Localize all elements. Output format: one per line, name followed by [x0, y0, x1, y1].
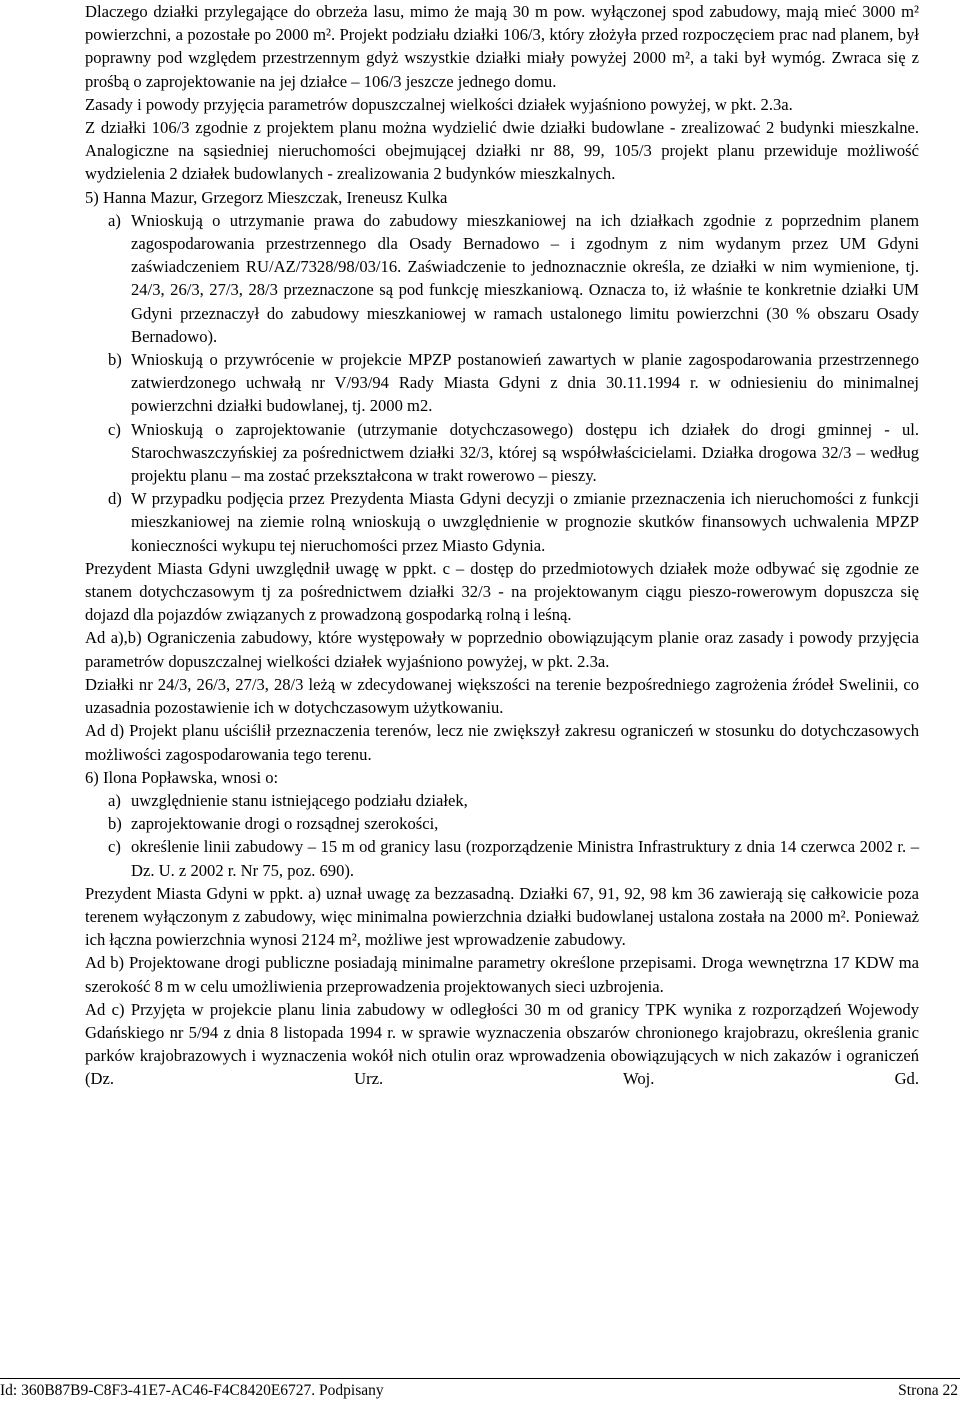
list-item-text: określenie linii zabudowy – 15 m od granicy lasu (rozporządzenie Ministra Infrastruktury z dnia 14 czerwca 2002 r. – Dz. U. z 2002 r. Nr 75, poz. 690). [131, 837, 919, 880]
list-item-label: c) [108, 419, 121, 439]
section-heading-6: 6) Ilona Popławska, wnosi o: [85, 767, 279, 787]
list-item [108, 487, 919, 557]
list-item [108, 835, 919, 881]
list-item-label: a) [108, 790, 121, 810]
response-paragraph: Prezydent Miasta Gdyni w ppkt. a) uznał uwagę za bezzasadną. Działki 67, 91, 92, 98 km 36 zawierają się całkowicie poza terenem wyłączonym z zabudowy, więc minimalna powierzchnia działki budowlanej ustalona została na 2000 m². Ponieważ ich łączna powierzchnia wynosi 2124 m², możliwe jest wprowadzenie zabudowy. [85, 883, 919, 950]
response-paragraph: Prezydent Miasta Gdyni uwzględnił uwagę w ppkt. c – dostęp do przedmiotowych działek może odbywać się zgodnie ze stanem dotychczasowym tj za pośrednictwem działki 32/3 - na projektowanym ciągu pieszo-rowerowym dopuszcza się dojazd dla pojazdów związanych z prowadzoną gospodarką rolną i leśną. [85, 558, 919, 625]
list-item-text: zaprojektowanie drogi o rozsądnej szerokości, [131, 814, 439, 834]
list-item [108, 418, 919, 488]
page-number: Strona 22 [898, 1382, 958, 1399]
paragraph-zasady-wielkosci: Zasady i powody przyjęcia parametrów dopuszczalnej wielkości działek wyjaśniono powyżej, w pkt. 2.3a. [85, 94, 793, 114]
list-item-label: d) [108, 489, 122, 509]
list-item-label: b) [108, 350, 122, 370]
list-item-text: W przypadku podjęcia przez Prezydenta Miasta Gdyni decyzji o zmianie przeznaczenia ich nieruchomości z funkcji mieszkaniowej na ziemie rolną wnioskują o uwzględnienie w prognozie skutków finansowych uchwalenia MPZP konieczności wykupu tej nieruchomości przez Miasto Gdynia. [131, 489, 919, 555]
paragraph-dzialka-106-3: Dlaczego działki przylegające do obrzeża lasu, mimo że mają 30 m pow. wyłączonej spod zabudowy, mają mieć 3000 m² powierzchni, a pozostałe po 2000 m². Projekt podziału działki 106/3, który złożyła przed rozpoczęciem prac nad planem, był poprawny pod względem przestrzennym gdyż wszystkie działki miały powyżej 2000 m², a taki był wymóg. Zwraca się z prośbą o zaprojektowanie na jej działce – 106/3 jeszcze jednego domu. [85, 2, 919, 91]
list-item-label: a) [108, 210, 121, 230]
list-item-text: Wnioskują o przywrócenie w projekcie MPZP postanowień zawartych w planie zagospodarowania przestrzennego zatwierdzonego uchwałą nr V/93/94 Rady Miasta Gdyni z dnia 30.11.1994 r. w odniesieniu do minimalnej powierzchni działki budowlanej, tj. 2000 m2. [131, 350, 919, 416]
list-item-label: b) [108, 814, 122, 834]
list-item [108, 812, 919, 835]
paragraph-wydzielenie-dzialek: Z działki 106/3 zgodnie z projektem planu można wydzielić dwie działki budowlane - zrealizować 2 budynki mieszkalne. Analogiczne na sąsiedniej nieruchomości obejmującej działki nr 88, 99, 105/3 projekt planu przewiduje możliwość wydzielenia 2 działek budowlanych - zrealizowania 2 budynków mieszkalnych. [85, 118, 919, 184]
list-item-label: c) [108, 837, 121, 857]
response-paragraph: Ad a),b) Ograniczenia zabudowy, które występowały w poprzednio obowiązującym planie oraz zasady i powody przyjęcia parametrów dopuszczalnej wielkości działek wyjaśniono powyżej, w pkt. 2.3a. [85, 628, 919, 671]
response-paragraph: Ad b) Projektowane drogi publiczne posiadają minimalne parametry określone przepisami. Droga wewnętrzna 17 KDW ma szerokość 8 m w celu umożliwienia przeprowadzenia projektowanych sieci uzbrojenia. [85, 953, 919, 996]
list-item-text: Wnioskują o utrzymanie prawa do zabudowy mieszkaniowej na ich działkach zgodnie z poprzednim planem zagospodarowania przestrzennego dla Osady Bernadowo – i zgodnym z nim wydanym przez UM Gdyni zaświadczeniem RU/AZ/7328/98/03/16. Zaświadczenie to jednoznacznie określa, ze działki w nim wymienione, tj. 24/3, 26/3, 27/3, 28/3 przeznaczone są pod funkcję mieszkaniową. Oznacza to, iż właśnie te konkretnie działki UM Gdyni przeznaczył do zabudowy mieszkaniowej w ramach ustalonego limitu powierzchni (30 % obszaru Osady Bernadowo). [131, 210, 919, 346]
list-item [108, 209, 919, 348]
response-paragraph: Działki nr 24/3, 26/3, 27/3, 28/3 leżą w zdecydowanej większości na terenie bezpośredniego zagrożenia źródeł Swelinii, co uzasadnia pozostawienie ich w dotychczasowym użytkowaniu. [85, 674, 919, 718]
response-paragraph: Ad c) Przyjęta w projekcie planu linia zabudowy w odległości 30 m od granicy TPK wynika z rozporządzeń Wojewody Gdańskiego nr 5/94 z dnia 8 listopada 1994 r. w sprawie wyznaczenia obszarów chronionego krajobrazu, określenia granic parków krajobrazowych i wyznaczenia wokół nich otulin oraz wprowadzenia obowiązujących w nich zakazów i ograniczeń (Dz. Urz. Woj. Gd. [85, 999, 919, 1089]
document-body [85, 0, 919, 1091]
list-item [108, 348, 919, 418]
footer-divider [0, 1378, 960, 1379]
section-heading-5: 5) Hanna Mazur, Grzegorz Mieszczak, Ireneusz Kulka [85, 187, 448, 207]
document-id: Id: 360B87B9-C8F3-41E7-AC46-F4C8420E6727. Podpisany [0, 1382, 384, 1399]
list-item-text: uwzględnienie stanu istniejącego podziału działek, [131, 790, 468, 810]
response-paragraph: Ad d) Projekt planu uściślił przeznaczenia terenów, lecz nie zwiększył zakresu ograniczeń w stosunku do dotychczasowych możliwości zagospodarowania tego terenu. [85, 721, 919, 764]
list-item [108, 789, 919, 812]
list-item-text: Wnioskują o zaprojektowanie (utrzymanie dotychczasowego) dostępu ich działek do drogi gminnej - ul. Starochwaszczyńskiej za pośrednictwem działki 32/3, której są współwłaścicielami. Działka drogowa 32/3 – według projektu planu – ma zostać przekształcona w trakt rowerowo – pieszy. [131, 419, 919, 486]
